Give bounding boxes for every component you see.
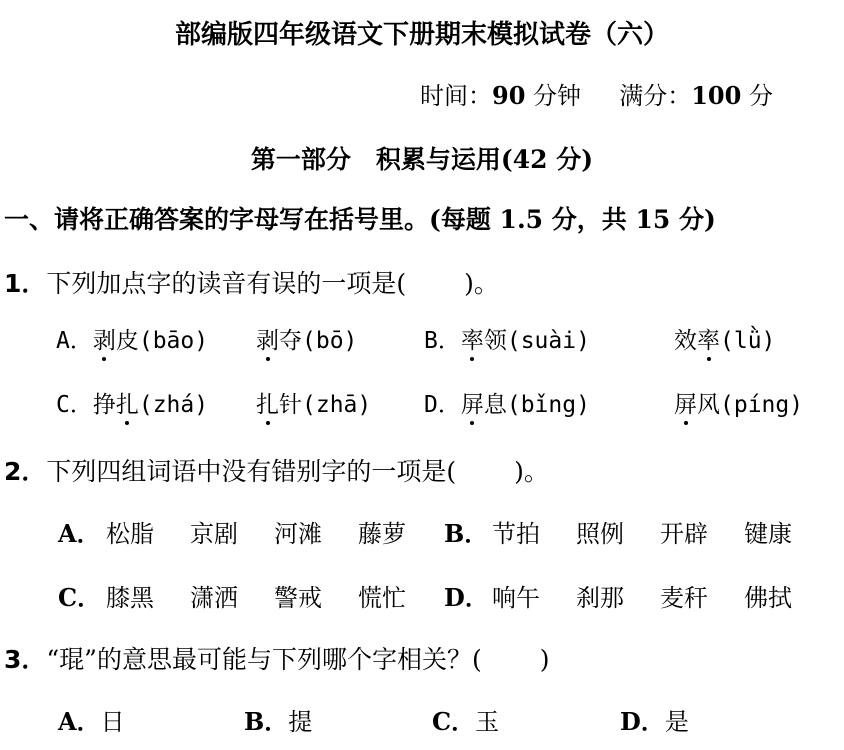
option-label: A． — [56, 328, 93, 354]
question-stem-end: )。 — [514, 457, 549, 486]
option-text: 皮(bāo) — [115, 328, 209, 354]
option-text: 日 — [100, 708, 125, 736]
option-label: C． — [432, 707, 476, 736]
option-label: A． — [58, 707, 101, 736]
option-label: C． — [58, 583, 102, 612]
option-text: 提 — [288, 708, 313, 736]
section-heading — [4, 200, 716, 236]
exam-meta — [420, 76, 773, 111]
word: 刹那 — [576, 584, 624, 612]
option-label: D． — [424, 392, 461, 418]
dotted-char: 屏 — [461, 386, 484, 419]
q1-option-b2 — [674, 322, 775, 355]
q1-option-a2 — [256, 322, 357, 355]
option-text: (lǜ) — [720, 328, 776, 354]
dotted-char: 率 — [697, 322, 720, 355]
word: 松脂 — [106, 520, 154, 548]
word: 藤萝 — [358, 520, 406, 548]
word: 开辟 — [660, 520, 708, 548]
page-title: 部编版四年级语文下册期末模拟试卷（六） — [174, 20, 669, 50]
option-label: D． — [620, 707, 665, 736]
option-label: A． — [58, 519, 101, 548]
option-text: 针(zhā) — [279, 392, 372, 418]
time-label: 时间： — [420, 82, 492, 110]
q2-row-1 — [58, 514, 101, 549]
question-stem: 下列四组词语中没有错别字的一项是( — [46, 457, 457, 486]
option-text: (zhá) — [138, 392, 209, 418]
q1-option-c2 — [256, 386, 371, 419]
question-stem-end: ) — [539, 645, 550, 674]
word: 响午 — [492, 584, 540, 612]
question-stem-end: )。 — [464, 269, 499, 298]
score-label: 满分： — [619, 82, 692, 110]
q1-option-d — [424, 386, 590, 419]
q1-option-d2 — [674, 386, 803, 419]
option-label: C． — [56, 392, 93, 418]
section-title: 一、请将正确答案的字母写在括号里。 — [4, 205, 430, 234]
word: 麦秆 — [660, 584, 708, 612]
word: 膝黑 — [106, 584, 154, 612]
option-text: 是 — [664, 708, 689, 736]
section-note: (每题 1.5 分，共 15 分) — [429, 205, 716, 234]
question-stem: “琨”的意思最可能与下列哪个字相关？( — [46, 645, 482, 674]
word: 佛拭 — [744, 584, 792, 612]
choice-c — [432, 702, 499, 737]
score-value: 100 — [691, 81, 742, 110]
word: 警戒 — [274, 584, 322, 612]
question-1 — [4, 264, 499, 300]
option-text: 挣 — [92, 392, 116, 418]
question-number: 3． — [4, 645, 47, 674]
word: 键康 — [744, 520, 792, 548]
word: 潇洒 — [190, 584, 238, 612]
q1-option-row-2 — [56, 386, 208, 419]
word: 慌忙 — [358, 584, 406, 612]
q1-option-row-1 — [56, 322, 208, 355]
question-number: 2． — [4, 457, 47, 486]
option-label: B． — [424, 328, 461, 354]
dotted-char: 剥 — [256, 322, 279, 355]
option-text: 风(píng) — [697, 392, 804, 418]
choice-d — [620, 702, 689, 737]
option-label: B． — [244, 707, 289, 736]
choice-a — [58, 702, 125, 737]
time-unit: 分钟 — [533, 82, 582, 110]
option-text: 夺(bō) — [279, 328, 358, 354]
dotted-char: 率 — [461, 322, 484, 355]
option-label: D． — [444, 583, 489, 612]
option-text: 领(suài) — [483, 328, 590, 354]
option-text: 玉 — [475, 708, 500, 736]
choice-b — [244, 702, 312, 737]
score-unit: 分 — [748, 82, 773, 110]
q1-option-b — [424, 322, 590, 355]
question-3 — [4, 640, 550, 676]
part-heading: 第一部分 积累与运用(42 分) — [250, 145, 594, 174]
dotted-char: 屏 — [674, 386, 697, 419]
question-stem: 下列加点字的读音有误的一项是( — [46, 269, 407, 298]
dotted-char: 扎 — [256, 386, 279, 419]
time-value: 90 — [492, 81, 526, 110]
word: 照例 — [576, 520, 624, 548]
option-text: 效 — [674, 328, 697, 354]
option-label: B． — [444, 519, 489, 548]
word: 河滩 — [274, 520, 322, 548]
dotted-char: 扎 — [116, 386, 139, 419]
question-number: 1． — [4, 269, 47, 298]
option-text: 息(bǐng) — [483, 392, 590, 418]
dotted-char: 剥 — [93, 322, 116, 355]
word: 节拍 — [492, 520, 540, 548]
word: 京剧 — [190, 520, 238, 548]
question-2 — [4, 452, 549, 488]
